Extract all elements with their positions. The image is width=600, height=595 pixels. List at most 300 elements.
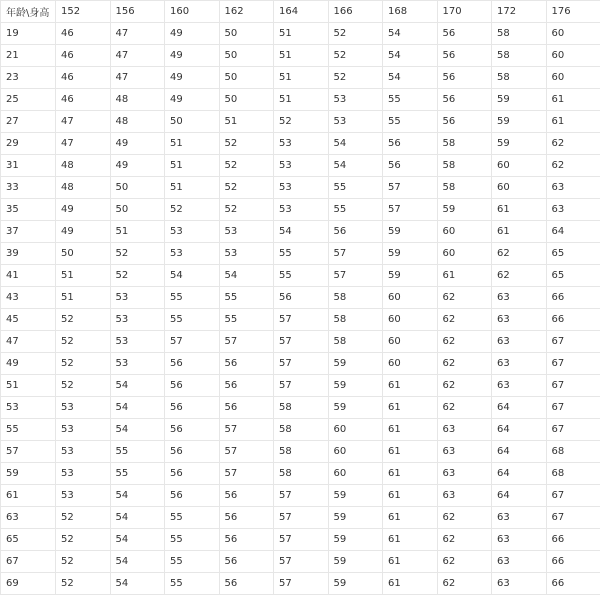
weight-cell: 60 xyxy=(437,221,492,243)
weight-cell: 54 xyxy=(110,573,165,595)
weight-cell: 64 xyxy=(546,221,600,243)
weight-cell: 64 xyxy=(492,485,547,507)
weight-cell: 49 xyxy=(110,155,165,177)
weight-cell: 56 xyxy=(437,111,492,133)
weight-cell: 62 xyxy=(437,573,492,595)
weight-cell: 56 xyxy=(383,155,438,177)
weight-cell: 63 xyxy=(437,419,492,441)
height-header: 160 xyxy=(165,1,220,23)
table-row xyxy=(1,353,600,375)
weight-cell: 53 xyxy=(56,485,111,507)
weight-cell: 67 xyxy=(546,397,600,419)
height-header: 156 xyxy=(110,1,165,23)
weight-cell: 61 xyxy=(546,111,600,133)
weight-cell: 61 xyxy=(383,463,438,485)
weight-cell: 59 xyxy=(492,111,547,133)
weight-cell: 50 xyxy=(110,199,165,221)
weight-cell: 54 xyxy=(110,529,165,551)
age-cell: 31 xyxy=(1,155,56,177)
weight-cell: 66 xyxy=(546,287,600,309)
weight-cell: 54 xyxy=(110,419,165,441)
weight-cell: 59 xyxy=(383,221,438,243)
age-cell: 65 xyxy=(1,529,56,551)
weight-cell: 58 xyxy=(328,309,383,331)
weight-cell: 59 xyxy=(492,89,547,111)
weight-cell: 66 xyxy=(546,573,600,595)
weight-cell: 61 xyxy=(383,419,438,441)
weight-cell: 46 xyxy=(56,23,111,45)
weight-cell: 53 xyxy=(165,221,220,243)
weight-cell: 49 xyxy=(165,89,220,111)
age-cell: 21 xyxy=(1,45,56,67)
weight-cell: 67 xyxy=(546,507,600,529)
weight-cell: 55 xyxy=(219,287,274,309)
weight-cell: 53 xyxy=(274,133,329,155)
weight-cell: 63 xyxy=(437,485,492,507)
weight-cell: 52 xyxy=(56,309,111,331)
weight-cell: 54 xyxy=(110,375,165,397)
weight-cell: 50 xyxy=(56,243,111,265)
weight-cell: 56 xyxy=(165,353,220,375)
weight-cell: 57 xyxy=(274,331,329,353)
weight-cell: 56 xyxy=(437,23,492,45)
age-cell: 55 xyxy=(1,419,56,441)
weight-cell: 54 xyxy=(328,155,383,177)
weight-cell: 52 xyxy=(56,529,111,551)
weight-cell: 53 xyxy=(56,419,111,441)
weight-cell: 61 xyxy=(383,551,438,573)
weight-cell: 63 xyxy=(492,309,547,331)
weight-cell: 63 xyxy=(492,529,547,551)
weight-cell: 60 xyxy=(492,155,547,177)
weight-cell: 58 xyxy=(492,67,547,89)
weight-cell: 52 xyxy=(110,243,165,265)
table-row xyxy=(1,463,600,485)
table-row xyxy=(1,133,600,155)
weight-cell: 54 xyxy=(110,397,165,419)
weight-cell: 56 xyxy=(219,397,274,419)
weight-cell: 46 xyxy=(56,45,111,67)
weight-cell: 59 xyxy=(328,551,383,573)
weight-cell: 57 xyxy=(328,243,383,265)
weight-cell: 59 xyxy=(383,265,438,287)
weight-cell: 51 xyxy=(56,287,111,309)
table-row xyxy=(1,45,600,67)
weight-cell: 53 xyxy=(274,177,329,199)
weight-cell: 62 xyxy=(437,287,492,309)
age-cell: 27 xyxy=(1,111,56,133)
weight-cell: 56 xyxy=(165,375,220,397)
height-header: 166 xyxy=(328,1,383,23)
weight-cell: 50 xyxy=(219,45,274,67)
weight-cell: 65 xyxy=(546,265,600,287)
weight-cell: 62 xyxy=(546,133,600,155)
weight-cell: 64 xyxy=(492,419,547,441)
height-header: 170 xyxy=(437,1,492,23)
weight-cell: 52 xyxy=(274,111,329,133)
weight-cell: 57 xyxy=(219,463,274,485)
table-row xyxy=(1,331,600,353)
weight-cell: 60 xyxy=(546,45,600,67)
weight-cell: 65 xyxy=(546,243,600,265)
weight-cell: 59 xyxy=(328,375,383,397)
weight-cell: 56 xyxy=(219,375,274,397)
weight-cell: 60 xyxy=(437,243,492,265)
weight-cell: 50 xyxy=(219,67,274,89)
weight-cell: 56 xyxy=(219,529,274,551)
weight-cell: 55 xyxy=(328,177,383,199)
table-row xyxy=(1,375,600,397)
table-body xyxy=(1,23,600,595)
weight-cell: 49 xyxy=(165,67,220,89)
weight-cell: 54 xyxy=(110,551,165,573)
weight-cell: 66 xyxy=(546,551,600,573)
age-cell: 43 xyxy=(1,287,56,309)
weight-cell: 56 xyxy=(219,507,274,529)
weight-cell: 55 xyxy=(165,507,220,529)
table-row xyxy=(1,309,600,331)
weight-cell: 63 xyxy=(492,353,547,375)
weight-cell: 50 xyxy=(165,111,220,133)
weight-cell: 56 xyxy=(165,419,220,441)
weight-cell: 60 xyxy=(328,441,383,463)
weight-cell: 61 xyxy=(437,265,492,287)
table-row xyxy=(1,23,600,45)
weight-cell: 54 xyxy=(165,265,220,287)
weight-cell: 57 xyxy=(383,199,438,221)
weight-cell: 63 xyxy=(492,375,547,397)
weight-cell: 63 xyxy=(437,463,492,485)
weight-cell: 67 xyxy=(546,353,600,375)
weight-cell: 62 xyxy=(437,397,492,419)
weight-cell: 50 xyxy=(110,177,165,199)
weight-cell: 57 xyxy=(274,375,329,397)
weight-cell: 55 xyxy=(383,89,438,111)
weight-cell: 56 xyxy=(328,221,383,243)
table-row xyxy=(1,397,600,419)
weight-cell: 60 xyxy=(383,287,438,309)
weight-cell: 56 xyxy=(383,133,438,155)
weight-cell: 60 xyxy=(546,23,600,45)
weight-cell: 57 xyxy=(383,177,438,199)
weight-cell: 55 xyxy=(165,309,220,331)
weight-cell: 55 xyxy=(274,265,329,287)
age-cell: 39 xyxy=(1,243,56,265)
table-row xyxy=(1,221,600,243)
weight-cell: 62 xyxy=(492,243,547,265)
weight-cell: 57 xyxy=(274,529,329,551)
weight-cell: 57 xyxy=(219,441,274,463)
weight-cell: 66 xyxy=(546,309,600,331)
weight-cell: 57 xyxy=(274,507,329,529)
weight-cell: 61 xyxy=(383,529,438,551)
weight-cell: 51 xyxy=(219,111,274,133)
weight-cell: 67 xyxy=(546,331,600,353)
weight-cell: 55 xyxy=(274,243,329,265)
weight-cell: 56 xyxy=(165,463,220,485)
age-cell: 63 xyxy=(1,507,56,529)
weight-cell: 64 xyxy=(492,397,547,419)
weight-cell: 56 xyxy=(165,441,220,463)
age-cell: 69 xyxy=(1,573,56,595)
weight-cell: 61 xyxy=(383,375,438,397)
weight-cell: 54 xyxy=(383,23,438,45)
weight-cell: 57 xyxy=(328,265,383,287)
weight-cell: 55 xyxy=(165,529,220,551)
weight-cell: 52 xyxy=(328,67,383,89)
age-cell: 29 xyxy=(1,133,56,155)
weight-cell: 56 xyxy=(437,67,492,89)
weight-cell: 51 xyxy=(274,67,329,89)
weight-cell: 52 xyxy=(56,331,111,353)
weight-cell: 56 xyxy=(219,551,274,573)
weight-cell: 61 xyxy=(383,485,438,507)
table-row xyxy=(1,199,600,221)
age-cell: 51 xyxy=(1,375,56,397)
weight-cell: 59 xyxy=(328,573,383,595)
table-row xyxy=(1,419,600,441)
weight-cell: 49 xyxy=(110,133,165,155)
weight-cell: 59 xyxy=(328,353,383,375)
weight-cell: 52 xyxy=(219,177,274,199)
weight-cell: 57 xyxy=(274,573,329,595)
age-cell: 49 xyxy=(1,353,56,375)
age-cell: 35 xyxy=(1,199,56,221)
weight-cell: 58 xyxy=(492,23,547,45)
weight-cell: 60 xyxy=(383,331,438,353)
weight-cell: 58 xyxy=(328,287,383,309)
weight-cell: 58 xyxy=(492,45,547,67)
weight-cell: 51 xyxy=(274,89,329,111)
weight-cell: 47 xyxy=(56,133,111,155)
weight-cell: 56 xyxy=(165,485,220,507)
weight-cell: 52 xyxy=(56,375,111,397)
weight-cell: 48 xyxy=(56,155,111,177)
weight-cell: 51 xyxy=(110,221,165,243)
weight-cell: 48 xyxy=(110,89,165,111)
height-header: 176 xyxy=(546,1,600,23)
weight-cell: 52 xyxy=(219,155,274,177)
weight-cell: 52 xyxy=(219,133,274,155)
weight-cell: 63 xyxy=(492,507,547,529)
weight-cell: 62 xyxy=(546,155,600,177)
weight-cell: 60 xyxy=(383,309,438,331)
height-header: 172 xyxy=(492,1,547,23)
weight-cell: 54 xyxy=(219,265,274,287)
weight-cell: 64 xyxy=(492,441,547,463)
weight-cell: 56 xyxy=(274,287,329,309)
weight-cell: 58 xyxy=(274,397,329,419)
weight-cell: 58 xyxy=(437,155,492,177)
table-row xyxy=(1,507,600,529)
weight-cell: 58 xyxy=(328,331,383,353)
table-row xyxy=(1,155,600,177)
weight-cell: 48 xyxy=(56,177,111,199)
weight-cell: 62 xyxy=(437,529,492,551)
weight-cell: 68 xyxy=(546,463,600,485)
weight-cell: 60 xyxy=(328,463,383,485)
age-cell: 25 xyxy=(1,89,56,111)
weight-cell: 52 xyxy=(56,353,111,375)
weight-cell: 63 xyxy=(546,199,600,221)
weight-cell: 47 xyxy=(110,67,165,89)
weight-cell: 56 xyxy=(219,485,274,507)
table-row xyxy=(1,287,600,309)
weight-cell: 59 xyxy=(328,397,383,419)
weight-cell: 55 xyxy=(165,551,220,573)
weight-cell: 61 xyxy=(383,441,438,463)
weight-cell: 58 xyxy=(437,133,492,155)
weight-cell: 54 xyxy=(383,67,438,89)
age-cell: 53 xyxy=(1,397,56,419)
table-row xyxy=(1,573,600,595)
weight-cell: 56 xyxy=(165,397,220,419)
age-cell: 37 xyxy=(1,221,56,243)
weight-cell: 55 xyxy=(383,111,438,133)
weight-cell: 52 xyxy=(56,507,111,529)
weight-cell: 57 xyxy=(274,309,329,331)
weight-cell: 54 xyxy=(110,485,165,507)
weight-cell: 56 xyxy=(437,89,492,111)
weight-cell: 53 xyxy=(328,111,383,133)
weight-cell: 51 xyxy=(165,155,220,177)
weight-cell: 59 xyxy=(437,199,492,221)
weight-cell: 49 xyxy=(56,199,111,221)
weight-cell: 54 xyxy=(274,221,329,243)
weight-cell: 52 xyxy=(110,265,165,287)
weight-cell: 61 xyxy=(492,221,547,243)
weight-cell: 51 xyxy=(274,45,329,67)
weight-cell: 63 xyxy=(437,441,492,463)
weight-cell: 52 xyxy=(165,199,220,221)
weight-cell: 57 xyxy=(165,331,220,353)
weight-cell: 59 xyxy=(328,485,383,507)
weight-cell: 47 xyxy=(110,23,165,45)
weight-cell: 55 xyxy=(165,287,220,309)
weight-cell: 55 xyxy=(328,199,383,221)
weight-cell: 49 xyxy=(165,45,220,67)
weight-cell: 52 xyxy=(328,23,383,45)
height-header: 162 xyxy=(219,1,274,23)
age-cell: 33 xyxy=(1,177,56,199)
age-cell: 47 xyxy=(1,331,56,353)
weight-cell: 51 xyxy=(56,265,111,287)
weight-cell: 49 xyxy=(165,23,220,45)
weight-cell: 52 xyxy=(56,573,111,595)
weight-cell: 67 xyxy=(546,485,600,507)
table-row xyxy=(1,265,600,287)
weight-cell: 49 xyxy=(56,221,111,243)
weight-cell: 62 xyxy=(437,309,492,331)
weight-cell: 47 xyxy=(56,111,111,133)
weight-cell: 55 xyxy=(110,441,165,463)
weight-cell: 63 xyxy=(492,573,547,595)
weight-cell: 59 xyxy=(328,507,383,529)
weight-cell: 58 xyxy=(274,419,329,441)
weight-cell: 50 xyxy=(219,89,274,111)
weight-cell: 53 xyxy=(110,331,165,353)
weight-cell: 53 xyxy=(56,441,111,463)
weight-cell: 46 xyxy=(56,89,111,111)
weight-cell: 59 xyxy=(383,243,438,265)
weight-cell: 53 xyxy=(110,309,165,331)
weight-cell: 63 xyxy=(492,551,547,573)
table-row xyxy=(1,177,600,199)
weight-cell: 57 xyxy=(274,485,329,507)
weight-cell: 53 xyxy=(219,221,274,243)
weight-cell: 67 xyxy=(546,375,600,397)
weight-cell: 51 xyxy=(274,23,329,45)
height-header: 164 xyxy=(274,1,329,23)
table-row xyxy=(1,441,600,463)
table-row xyxy=(1,551,600,573)
weight-cell: 58 xyxy=(274,463,329,485)
age-cell: 45 xyxy=(1,309,56,331)
table-row xyxy=(1,111,600,133)
weight-cell: 51 xyxy=(165,177,220,199)
age-cell: 61 xyxy=(1,485,56,507)
weight-cell: 56 xyxy=(219,573,274,595)
weight-cell: 63 xyxy=(492,287,547,309)
weight-cell: 55 xyxy=(165,573,220,595)
weight-cell: 62 xyxy=(437,331,492,353)
weight-cell: 53 xyxy=(274,155,329,177)
weight-cell: 53 xyxy=(110,353,165,375)
weight-cell: 55 xyxy=(110,463,165,485)
age-cell: 19 xyxy=(1,23,56,45)
weight-cell: 54 xyxy=(328,133,383,155)
corner-header: 年龄\身高 xyxy=(1,1,56,23)
table-row xyxy=(1,89,600,111)
weight-cell: 67 xyxy=(546,419,600,441)
table-row xyxy=(1,485,600,507)
weight-cell: 55 xyxy=(219,309,274,331)
table-row xyxy=(1,529,600,551)
weight-cell: 56 xyxy=(219,353,274,375)
age-cell: 41 xyxy=(1,265,56,287)
weight-cell: 64 xyxy=(492,463,547,485)
weight-cell: 53 xyxy=(56,397,111,419)
age-cell: 67 xyxy=(1,551,56,573)
weight-cell: 53 xyxy=(165,243,220,265)
weight-cell: 63 xyxy=(492,331,547,353)
weight-cell: 53 xyxy=(219,243,274,265)
weight-cell: 66 xyxy=(546,529,600,551)
weight-cell: 53 xyxy=(274,199,329,221)
weight-cell: 60 xyxy=(328,419,383,441)
weight-cell: 61 xyxy=(383,397,438,419)
weight-cell: 61 xyxy=(492,199,547,221)
weight-cell: 62 xyxy=(492,265,547,287)
weight-cell: 57 xyxy=(274,353,329,375)
weight-cell: 54 xyxy=(110,507,165,529)
weight-cell: 68 xyxy=(546,441,600,463)
weight-cell: 46 xyxy=(56,67,111,89)
table-row xyxy=(1,67,600,89)
weight-cell: 60 xyxy=(492,177,547,199)
weight-cell: 50 xyxy=(219,23,274,45)
weight-cell: 59 xyxy=(492,133,547,155)
weight-cell: 62 xyxy=(437,375,492,397)
weight-cell: 61 xyxy=(383,507,438,529)
weight-cell: 62 xyxy=(437,507,492,529)
weight-cell: 61 xyxy=(546,89,600,111)
age-cell: 59 xyxy=(1,463,56,485)
header-row xyxy=(1,1,600,23)
weight-cell: 62 xyxy=(437,551,492,573)
age-cell: 57 xyxy=(1,441,56,463)
weight-cell: 52 xyxy=(56,551,111,573)
